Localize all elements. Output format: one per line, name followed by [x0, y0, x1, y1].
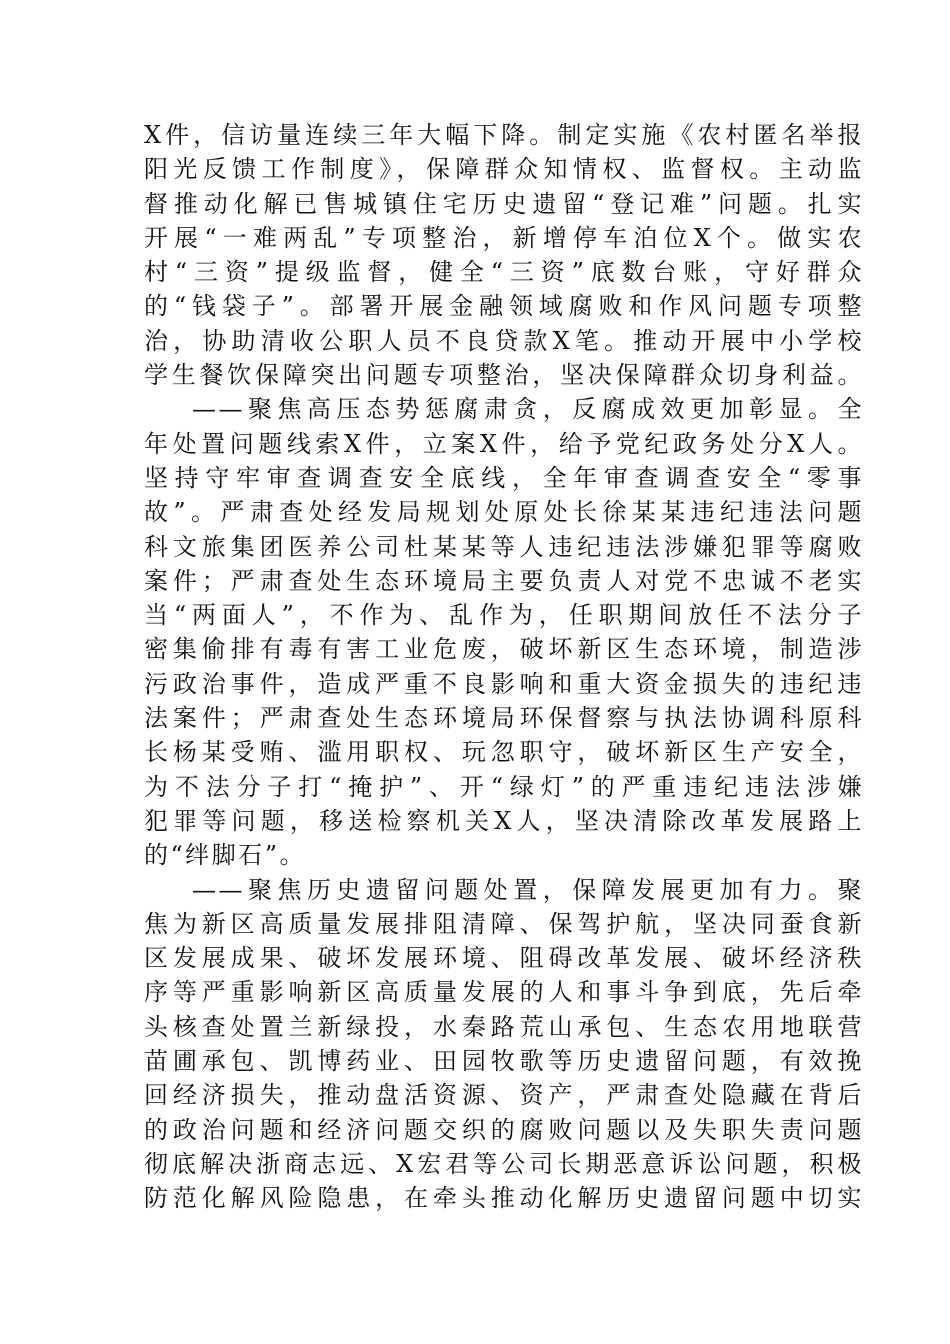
text-line: 年处置问题线索X件，立案X件，给予党纪政务处分X人。	[144, 429, 864, 458]
text-line: ——聚焦历史遗留问题处置，保障发展更加有力。聚	[192, 875, 864, 904]
text-line: 序等严重影响新区高质量发展的人和事斗争到底，先后牵	[144, 978, 864, 1007]
text-line: 长杨某受贿、滥用职权、玩忽职守，破坏新区生产安全，	[144, 738, 864, 767]
paragraph-1	[144, 118, 864, 392]
text-line: 为不法分子打“掩护”、开“绿灯”的严重违纪违法涉嫌	[144, 772, 864, 801]
paragraph-3	[144, 873, 864, 1216]
text-line: 故”。严肃查处经发局规划处原处长徐某某违纪违法问题	[144, 498, 864, 527]
text-line: 学生餐饮保障突出问题专项整治，坚决保障群众切身利益。	[144, 361, 864, 390]
text-line: 科文旅集团医养公司杜某某等人违纪违法涉嫌犯罪等腐败	[144, 532, 864, 561]
text-line: 回经济损失，推动盘活资源、资产，严肃查处隐藏在背后	[144, 1081, 864, 1110]
paragraph-2	[144, 392, 864, 872]
text-line: 开展“一难两乱”专项整治，新增停车泊位X个。做实农	[144, 223, 864, 252]
text-line: X件，信访量连续三年大幅下降。制定实施《农村匿名举报	[144, 121, 864, 149]
text-line: 密集偷排有毒有害工业危废，破坏新区生态环境，制造涉	[144, 635, 864, 664]
text-line: 区发展成果、破坏发展环境、阻碍改革发展、破坏经济秩	[144, 944, 864, 973]
text-line: 的政治问题和经济问题交织的腐败问题以及失职失责问题	[144, 1115, 864, 1144]
text-line: 法案件；严肃查处生态环境局环保督察与执法协调科原科	[144, 704, 864, 733]
text-line: 督推动化解已售城镇住宅历史遗留“登记难”问题。扎实	[144, 189, 864, 218]
text-line: 的“钱袋子”。部署开展金融领域腐败和作风问题专项整	[144, 292, 864, 321]
document-body	[144, 118, 864, 1216]
text-line: 焦为新区高质量发展排阻清障、保驾护航，坚决同蚕食新	[144, 909, 864, 938]
text-line: 污政治事件，造成严重不良影响和重大资金损失的违纪违	[144, 669, 864, 698]
text-line: ——聚焦高压态势惩腐肃贪，反腐成效更加彰显。全	[192, 395, 864, 424]
text-line: 当“两面人”，不作为、乱作为，任职期间放任不法分子	[144, 601, 864, 630]
text-line: 阳光反馈工作制度》，保障群众知情权、监督权。主动监	[144, 155, 864, 184]
text-line: 头核查处置兰新绿投，水秦路荒山承包、生态农用地联营	[144, 1012, 864, 1041]
text-line: 犯罪等问题，移送检察机关X人，坚决清除改革发展路上	[144, 806, 864, 835]
text-line: 坚持守牢审查调查安全底线，全年审查调查安全“零事	[144, 463, 864, 492]
text-line: 苗圃承包、凯博药业、田园牧歌等历史遗留问题，有效挽	[144, 1047, 864, 1076]
text-line: 的“绊脚石”。	[144, 841, 307, 870]
text-line: 彻底解决浙商志远、X宏君等公司长期恶意诉讼问题，积极	[144, 1149, 864, 1178]
text-line: 治，协助清收公职人员不良贷款X笔。推动开展中小学校	[144, 326, 864, 355]
text-line: 村“三资”提级监督，健全“三资”底数台账，守好群众	[144, 258, 864, 287]
text-line: 防范化解风险隐患，在牵头推动化解历史遗留问题中切实	[144, 1184, 864, 1213]
text-line: 案件；严肃查处生态环境局主要负责人对党不忠诚不老实	[144, 566, 864, 595]
